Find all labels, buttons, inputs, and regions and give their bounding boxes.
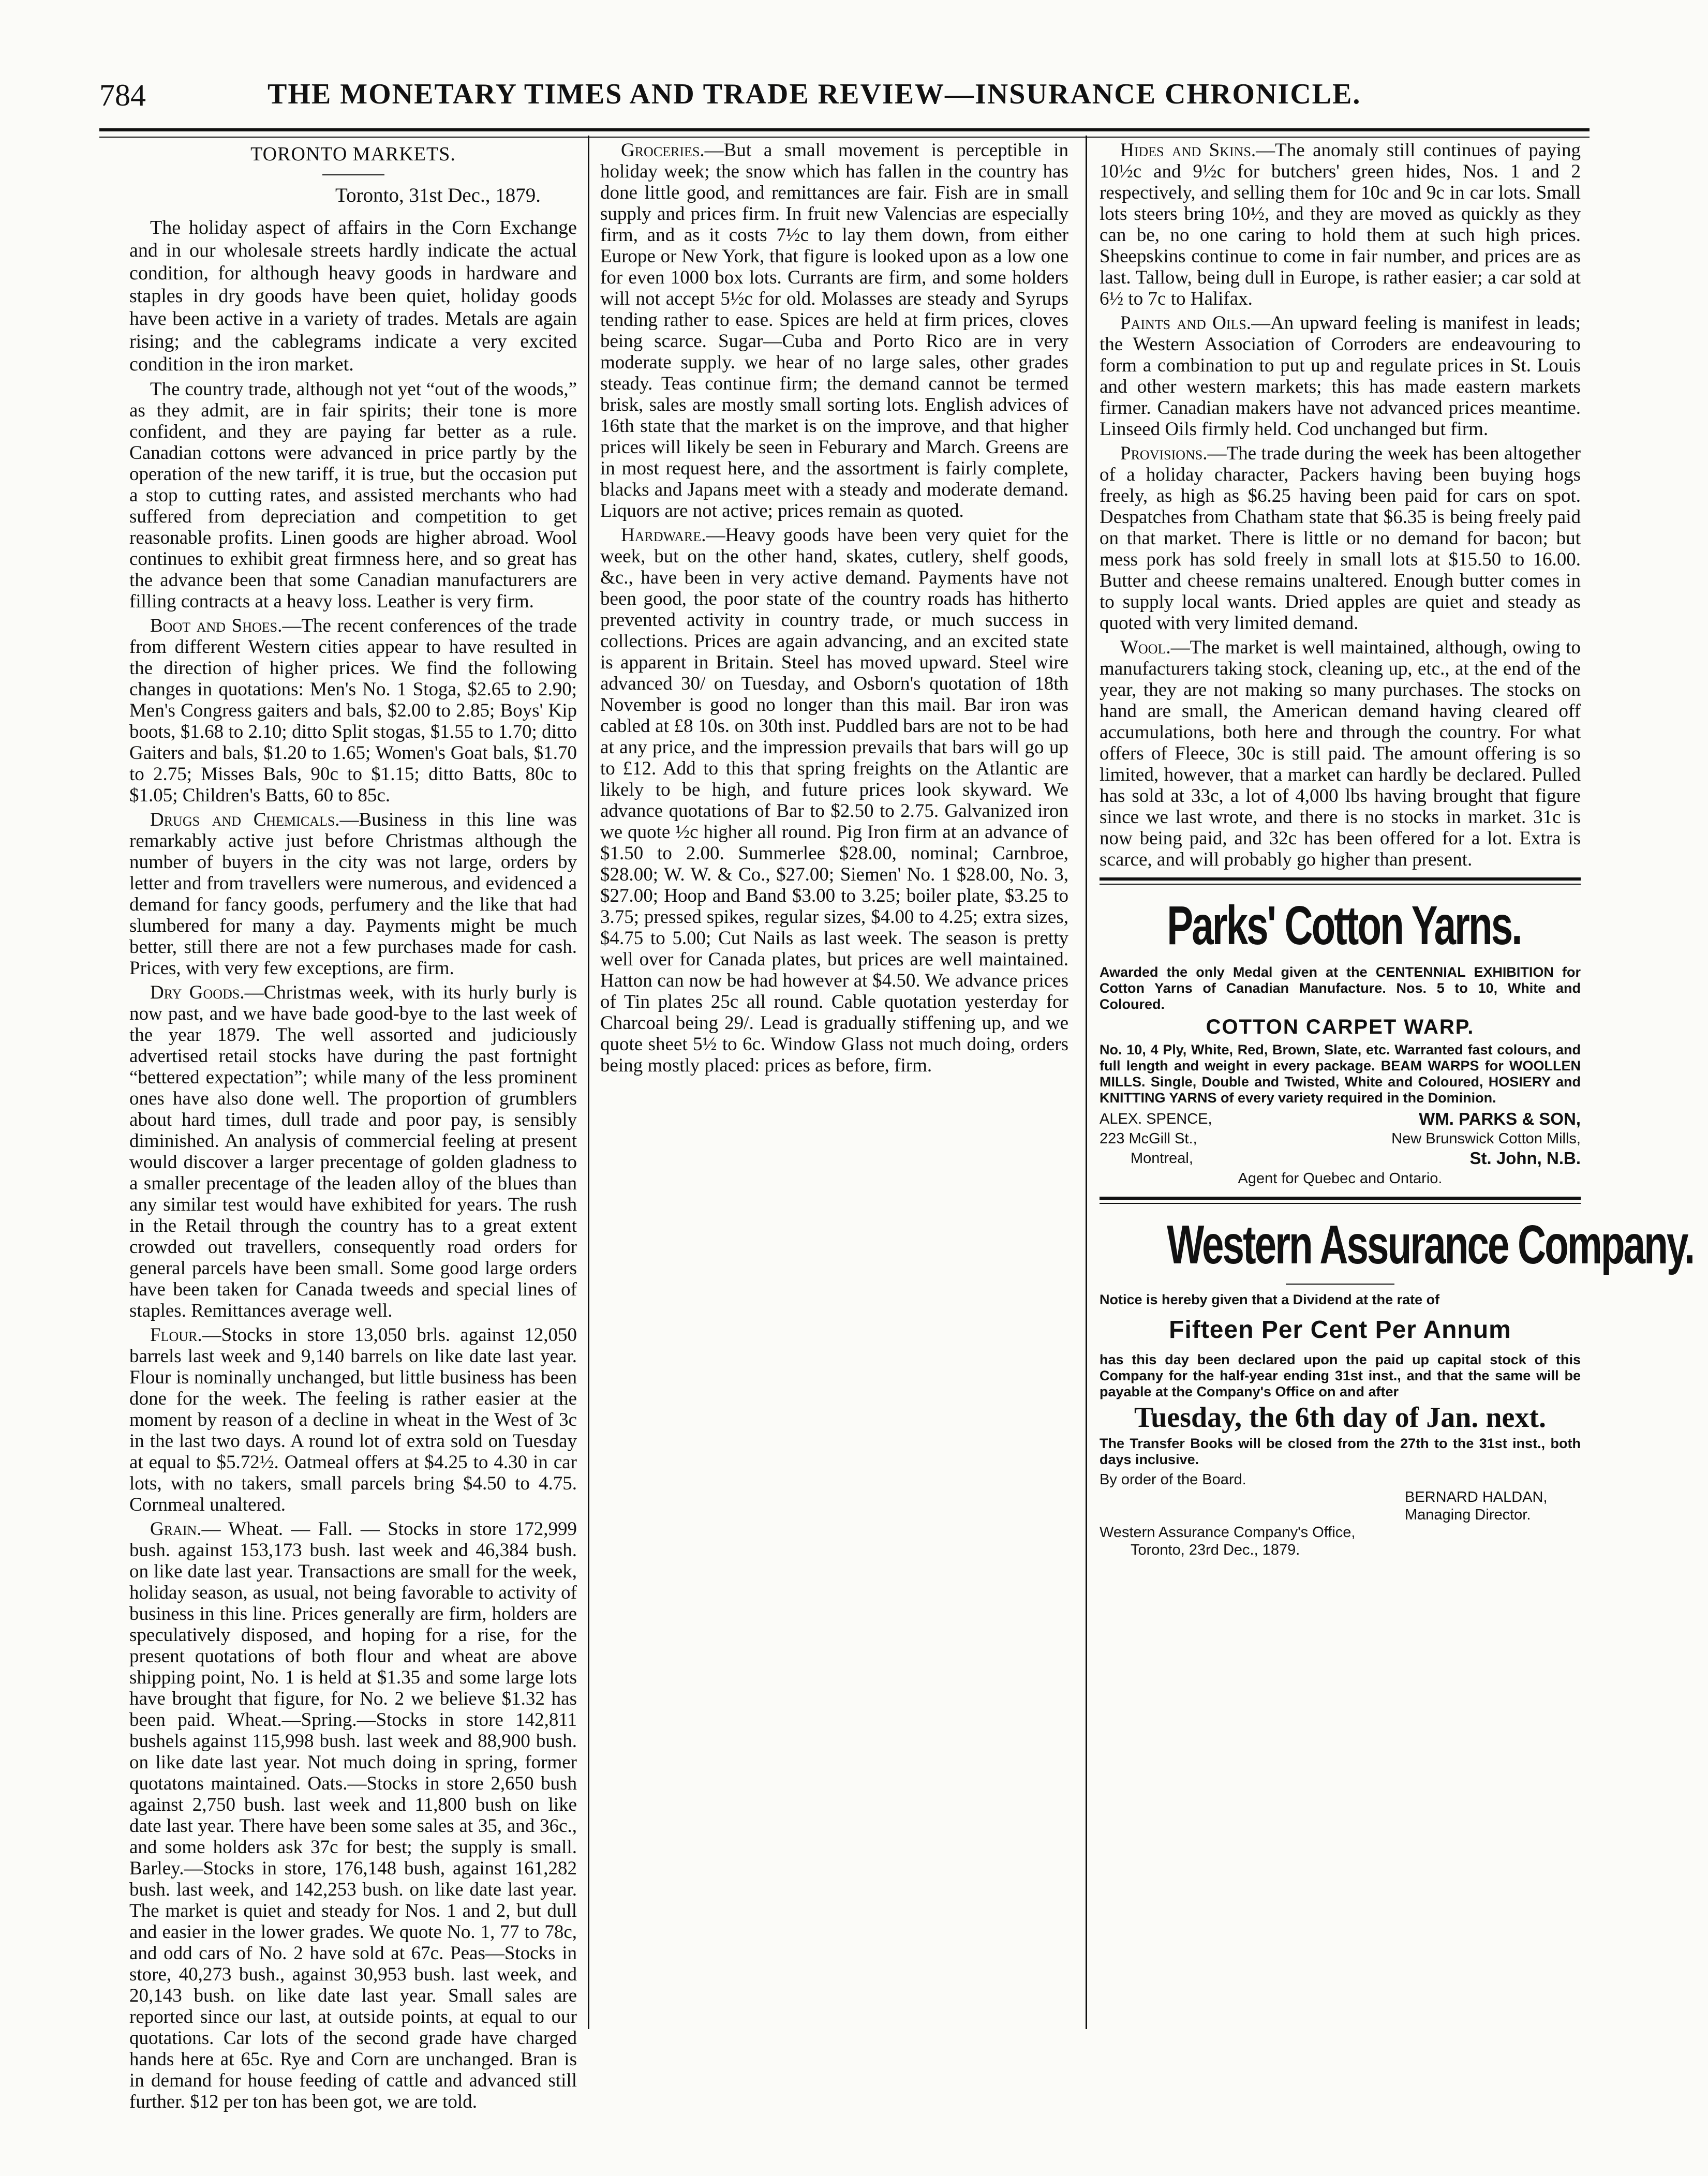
company-city: St. John, N.B.: [1469, 1149, 1581, 1168]
dry-goods-heading: Dry Goods.: [150, 982, 245, 1003]
page-title: THE MONETARY TIMES AND TRADE REVIEW—INSURANCE CHRONICLE.: [268, 78, 1361, 110]
western-ad-notice: Notice is hereby given that a Dividend at the rate of: [1100, 1292, 1440, 1307]
intro-paragraph: The holiday aspect of affairs in the Corn Exchange and in our wholesale streets hardly indicate the actual condition, for although heavy goods in hardware and staples in dry goods have been quiet, holiday goods have been active in a variety of trades. Metals are again rising; and the cablegrams indicate a very excited condition in the iron market.: [129, 217, 577, 375]
column-divider: [588, 136, 589, 2029]
paints-paragraph: [1100, 312, 1581, 440]
boots-paragraph: [129, 615, 577, 806]
western-ad-rule: [1286, 1284, 1394, 1285]
hardware-text: —Heavy goods have been very quiet for the week, but on the other hand, skates, cutlery, shelf goods, &c., have been in very active demand. Payments have not been good, the poor state of the country roads has hitherto prevented activity in country trade, or much success in collections. Prices are again advancing, and an excited state is apparent in Britain. Steel has moved upward. Steel wire advanced 30/ on Tuesday, and Osborn's quotation of 18th November is good no longer than this mail. Bar iron was cabled at £8 10s. on 30th inst. Puddled bars are not to be had at any price, and the impression prevails that bars will go up to £12. Add to this that spring freights on the Atlantic are likely to be high, and future prices look skyward. We advance quotations of Bar to $2.50 to 2.75. Galvanized iron we quote ½c higher all round. Pig Iron firm at an advance of $1.50 to 2.00. Summerlee $28.00, nominal; Carnbroe, $28.00; W. W. & Co., $27.00; Siemen' No. 1 $28.00, No. 3, $27.00; Hoop and Band $3.00 to 3.25; boiler plate, $3.25 to 3.75; pressed spikes, regular sizes, $4.00 to 4.25; extra sizes, $4.75 to 5.00; Cut Nails as last week. The season is pretty well over for Canada plates, but prices are well maintained. Hatton can now be had however at $4.50. We advance prices of Tin plates 25c all round. Cable quotation yesterday for Charcoal being 29/. Lead is gradually stiffening up, and we quote sheet 5½ to 6c. Window Glass not much doing, orders being mostly placed: prices as before, firm.: [600, 525, 1068, 1076]
western-ad-office: Western Assurance Company's Office,: [1100, 1524, 1356, 1541]
paints-text: —An upward feeling is manifest in leads; the Western Association of Corroders are endeavouring to form a combination to put up and regulate prices in St. Louis and other western markets; this has made eastern markets firmer. Canadian makers have not advanced prices meantime. Linseed Oils firmly held. Cod unchanged but firm.: [1100, 312, 1581, 440]
wool-text: —The market is well maintained, although, owing to manufacturers taking stock, cleaning up, etc., at the end of the year, they are not making so many purchases. The stocks on hand are small, the American demand having cleared off accumulations, both here and through the country. For what offers of Fleece, 30c is still paid. The amount offering is so limited, however, that a market can hardly be declared. Pulled has sold at 33c, a lot of 4,000 lbs having brought that figure since we last wrote, and there is no stocks in market. 31c is now being paid, and 32c has been offered for a lot. Extra is scarce, and will probably go higher than present.: [1100, 637, 1581, 870]
country-trade-paragraph: The country trade, although not yet “out of the woods,” as they admit, are in fair spirits; their tone is more confident, and they are paying far better as a rule. Canadian cottons were advanced in price partly by the operation of the new tariff, it is true, but the occasion put a stop to cutting rates, and assisted merchants who had suffered from depreciation and competition to get reasonable profits. Linen goods are higher abroad. Wool continues to exhibit great firmness here, and so great has the advance been that some Canadian manufacturers are filling contracts at a heavy loss. Leather is very firm.: [129, 379, 577, 612]
parks-ad-details: No. 10, 4 Ply, White, Red, Brown, Slate, etc. Warranted fast colours, and full length and weight in every package. BEAM WARPS for WOOLLEN MILLS. Single, Double and Twisted, White and Coloured, HOSIERY and KNITTING YARNS of every variety required in the Dominion.: [1100, 1042, 1581, 1106]
hides-paragraph: [1100, 140, 1581, 309]
western-ad-date: Tuesday, the 6th day of Jan. next.: [1134, 1402, 1547, 1434]
western-ad-office-date: Toronto, 23rd Dec., 1879.: [1131, 1542, 1300, 1558]
parks-ad-city-row: [1100, 1149, 1581, 1168]
western-advertisement: [1100, 1214, 1694, 1559]
advertisement-rule: [1100, 1197, 1581, 1204]
page-number: 784: [99, 78, 146, 112]
parks-ad-address-row: [1100, 1129, 1581, 1149]
paints-heading: Paints and Oils.: [1120, 312, 1252, 334]
column-3: [1100, 140, 1694, 2023]
western-ad-order: By order of the Board.: [1100, 1471, 1246, 1488]
provisions-heading: Provisions.: [1120, 443, 1208, 464]
column-1: [129, 140, 577, 2112]
western-ad-signer-title: Managing Director.: [1405, 1507, 1531, 1523]
column-2: [600, 140, 1068, 2023]
dateline: Toronto, 31st Dec., 1879.: [335, 184, 541, 206]
western-ad-body: has this day been declared upon the paid up capital stock of this Company for the half-year ending 31st inst., and that the same will be payable at the Company's Office on and after: [1100, 1352, 1581, 1399]
boots-heading: Boot and Shoes.: [150, 615, 283, 636]
header-rule: [99, 128, 1590, 138]
parks-ad-award: Awarded the only Medal given at the CENTENNIAL EXHIBITION for Cotton Yarns of Canadian Manufacture. Nos. 5 to 10, White and Coloured.: [1100, 964, 1581, 1012]
wool-paragraph: [1100, 637, 1581, 870]
wool-heading: Wool.: [1120, 637, 1171, 658]
hides-heading: Hides and Skins.: [1120, 140, 1256, 161]
groceries-heading: Groceries.: [621, 140, 705, 161]
hardware-paragraph: [600, 525, 1068, 1076]
drugs-heading: Drugs and Chemicals.: [150, 809, 340, 830]
grain-heading: Grain.: [150, 1518, 202, 1540]
parks-ad-title: Parks' Cotton Yarns.: [1167, 895, 1521, 956]
hardware-heading: Hardware.: [621, 525, 706, 546]
company-address: New Brunswick Cotton Mills,: [1391, 1130, 1581, 1147]
parks-ad-names-row: [1100, 1109, 1581, 1129]
column-divider: [1086, 136, 1087, 2029]
title-rule: [322, 174, 384, 175]
western-ad-rate: Fifteen Per Cent Per Annum: [1169, 1316, 1511, 1344]
parks-ad-subhead: COTTON CARPET WARP.: [1206, 1016, 1475, 1038]
agent-note: Agent for Quebec and Ontario.: [1238, 1170, 1443, 1187]
western-ad-title: Western Assurance Company.: [1167, 1214, 1694, 1275]
dry-goods-paragraph: [129, 982, 577, 1321]
page-header: [99, 78, 1590, 129]
grain-text: — Wheat. — Fall. — Stocks in store 172,999 bush. against 153,173 bush. last week and 46,384 bush. on like date last year. Transactions are small for the week, holiday season, as usual, not being favorable to activity of business in this line. Prices generally are firm, holders are speculatively disposed, and hoping for a rise, for the present quotations of both flour and wheat are above shipping point, No. 1 is held at $1.35 and some large lots have brought that figure, for No. 2 we believe $1.32 has been paid. Wheat.—Spring.—Stocks in store 142,811 bushels against 115,998 bush. last week and 88,900 bush. on like date last year. Not much doing in spring, former quotatons maintained. Oats.—Stocks in store 2,650 bush against 2,750 bush. last week and 11,800 bush on like date last year. There have been some sales at 35, and 36c., and some holders ask 37c for best; the supply is small. Barley.—Stocks in store, 176,148 bush, against 161,282 bush. last week, and 142,253 bush. on like date last year. The market is quiet and steady for Nos. 1 and 2, but dull and easier in the lower grades. We quote No. 1, 77 to 78c, and odd cars of No. 2 have sold at 67c. Peas—Stocks in store, 40,273 bush., against 30,953 bush. last week, and 20,143 bush. on like date last year. Small sales are reported since our last, at outside points, at equal to our quotations. Car lots of the second grade have charged hands here at 65c. Rye and Corn are unchanged. Bran is in demand for house feeding of cattle and advanced still further. $12 per ton has been got, we are told.: [129, 1518, 577, 2112]
flour-text: —Stocks in store 13,050 brls. against 12,050 barrels last week and 9,140 barrels on like date last year. Flour is nominally unchanged, but little business has been done for the week. The feeling is rather easier at the moment by reason of a decline in wheat in the West of 3c in the last two days. A round lot of extra sold on Tuesday at equal to $5.72½. Oatmeal offers at $4.25 to 4.30 in car lots, with no takers, small parcels bring $4.50 to 4.75. Cornmeal unaltered.: [129, 1324, 577, 1515]
hides-text: —The anomaly still continues of paying 10½c and 9½c for butchers' green hides, Nos. 1 and 2 respectively, and selling them for 10c and 9c in car lots. Small lots steers bring 10½, and they are moved as quickly as they can be, no one caring to hold them at such high prices. Sheepskins continue to come in fair number, and prices are as last. Tallow, being dull in Europe, is rather easier; a car sold at 6½ to 7c to Halifax.: [1100, 140, 1581, 309]
boots-text: —The recent conferences of the trade from different Western cities appear to have resulted in the direction of higher prices. We find the following changes in quotations: Men's No. 1 Stoga, $2.65 to 2.90; Men's Congress gaiters and bals, $2.00 to 2.85; Boys' Kip boots, $1.68 to 2.10; ditto Split stogas, $1.55 to 1.70; ditto Gaiters and bals, $1.20 to 1.65; Women's Goat bals, $1.70 to 2.75; Misses Bals, 90c to $1.15; ditto Batts, 80c to $1.05; Children's Batts, 60 to 85c.: [129, 615, 577, 806]
groceries-paragraph: [600, 140, 1068, 521]
western-ad-transfer: The Transfer Books will be closed from the 27th to the 31st inst., both days inclusive.: [1100, 1436, 1581, 1467]
flour-heading: Flour.: [150, 1324, 202, 1346]
dry-goods-text: —Christmas week, with its hurly burly is now past, and we have bade good-bye to the last week of the year 1879. The well assorted and judiciously advertised retail stocks have during the past fortnight “bettered expectation”; while many of the less prominent ones have also done well. The proportion of grumblers about hard times, dull trade and poor pay, is sensibly diminished. An analysis of commercial feeling at present would discover a larger precentage of golden gladness to a smaller precentage of the leaden alloy of the blues than any similar test would have exhibited for years. The rush in the Retail through the country has to a great extent crowded out travellers, consequently road orders for general parcels have been small. Some good large orders have been taken for Canada tweeds and special lines of staples. Remittances average well.: [129, 982, 577, 1321]
drugs-paragraph: [129, 809, 577, 979]
advertisement-rule: [1100, 877, 1581, 885]
parks-advertisement: [1100, 895, 1581, 1189]
agent-name: ALEX. SPENCE,: [1100, 1111, 1212, 1127]
agent-city: Montreal,: [1131, 1150, 1193, 1167]
section-title: TORONTO MARKETS.: [250, 143, 456, 165]
company-name: WM. PARKS & SON,: [1419, 1109, 1581, 1128]
flour-paragraph: [129, 1324, 577, 1515]
provisions-paragraph: [1100, 443, 1581, 634]
groceries-text: —But a small movement is perceptible in holiday week; the snow which has fallen in the country has done little good, and remittances are fair. Fish are in small supply and prices firm. In fruit new Valencias are especially firm, and as it costs 7½c to lay them down, from either Europe or New York, that figure is looked upon as a low one for even 1000 box lots. Currants are firm, and some holders will not accept 5½c for old. Molasses are steady and Syrups tending rather to ease. Spices are held at firm prices, cloves being scarce. Sugar—Cuba and Porto Rico are in very moderate supply. we hear of no large sales, other grades steady. Teas continue firm; the demand cannot be termed brisk, sales are mostly small sorting lots. English advices of 16th state that the market is on the improve, and that higher prices will likely be seen in Feburary and March. Greens are in most request here, and the assortment is fairly complete, blacks and Japans meet with a steady and moderate demand. Liquors are not active; prices remain as quoted.: [600, 140, 1068, 521]
agent-address: 223 McGill St.,: [1100, 1130, 1197, 1147]
provisions-text: —The trade during the week has been altogether of a holiday character, Packers having been buying hogs freely, as high as $6.25 having been paid for cars on spot. Despatches from Chatham state that $6.35 is being freely paid on that market. There is little or no demand for bacon; but mess pork has sold freely in small lots at $15.50 to 16.00. Butter and cheese remains unaltered. Enough butter comes in to supply local wants. Dried apples are quiet and steady as quoted with very limited demand.: [1100, 443, 1581, 634]
western-ad-signer: BERNARD HALDAN,: [1405, 1489, 1548, 1506]
drugs-text: —Business in this line was remarkably active just before Christmas although the number of buyers in the city was not large, orders by letter and from travellers were numerous, and evidenced a demand for fancy goods, perfumery and the like that had slumbered for many a day. Payments might be much better, still there are not a few purchases made for cash. Prices, with very few exceptions, are firm.: [129, 809, 577, 979]
grain-paragraph: [129, 1518, 577, 2112]
